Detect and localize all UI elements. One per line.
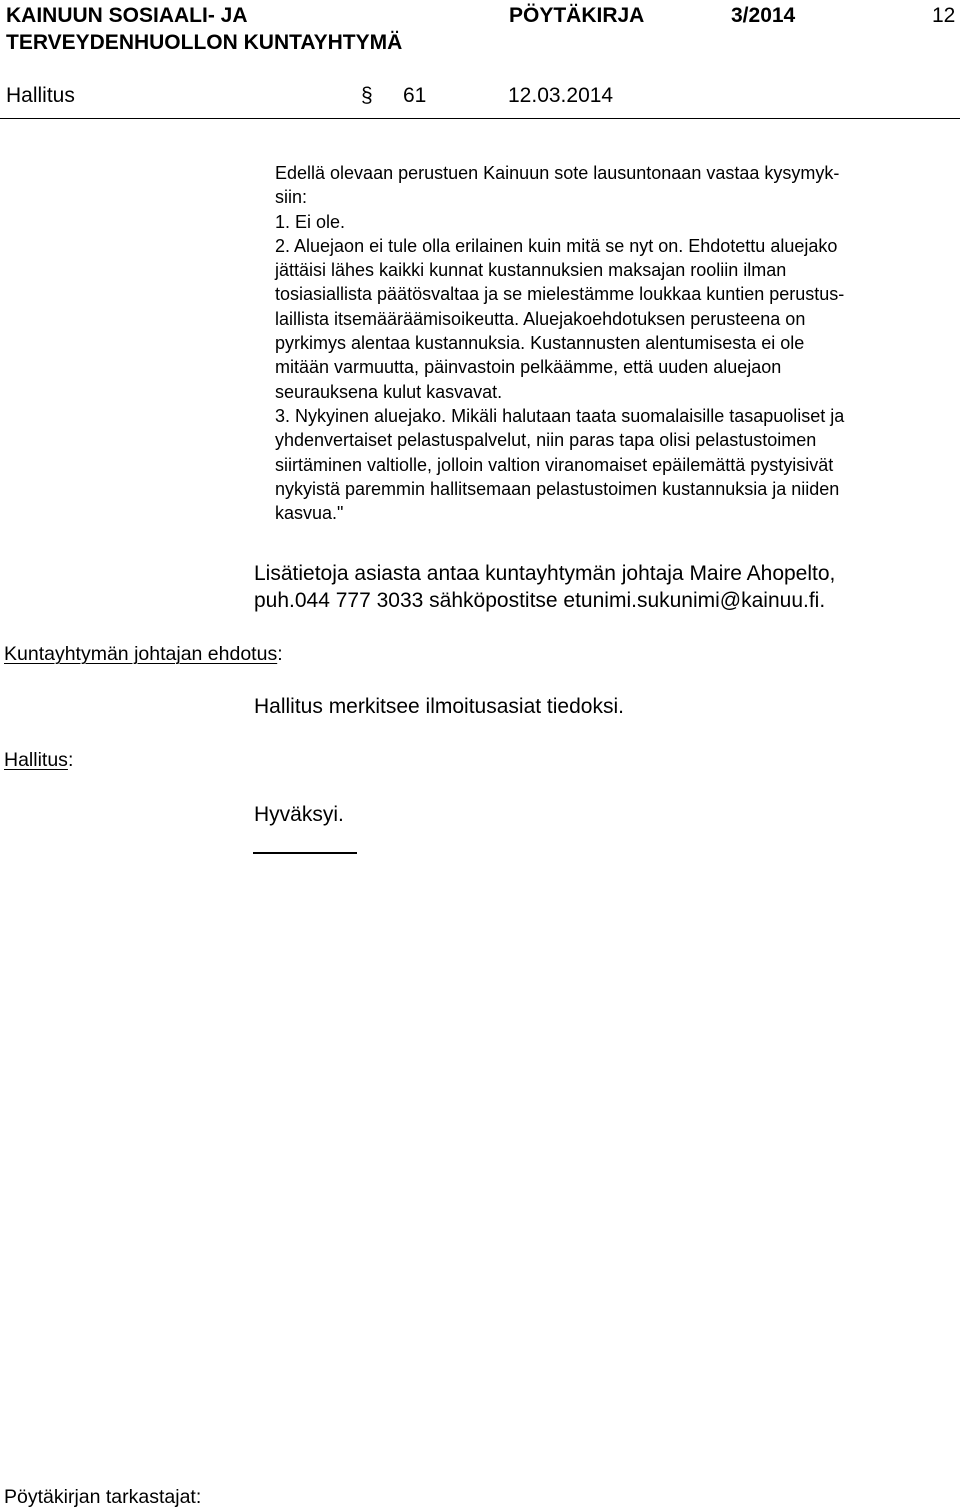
statement-line: tosiasiallista päätösvaltaa ja se mielestämme loukkaa kuntien perustus- <box>275 284 845 305</box>
section-number: 61 <box>403 84 427 107</box>
page-number: 12 <box>932 4 956 27</box>
statement-line: nykyistä paremmin hallitsemaan pelastustoimen kustannuksia ja niiden <box>275 478 840 499</box>
statement-line: 3. Nykyinen aluejako. Mikäli halutaan taata suomalaisille tasapuoliset ja <box>275 405 845 426</box>
proposal-label-colon: : <box>277 643 283 665</box>
statement-line: kasvua." <box>275 503 344 524</box>
end-rule <box>253 852 357 854</box>
proposal-text: Hallitus merkitsee ilmoitusasiat tiedoksi. <box>254 695 624 718</box>
statement-line: Edellä olevaan perustuen Kainuun sote lausuntonaan vastaa kysymyk- <box>275 163 840 183</box>
statement-line: siin: <box>275 187 308 208</box>
meeting-date: 12.03.2014 <box>508 84 614 107</box>
organization-name-line1: KAINUUN SOSIAALI- JA <box>6 4 248 27</box>
statement-line: yhdenvertaiset pelastuspalvelut, niin paras tapa olisi pelastustoimen <box>275 430 817 451</box>
decision-label <box>4 748 73 772</box>
statement-line: mitään varmuutta, päinvastoin pelkäämme, että uuden aluejaon <box>275 357 782 378</box>
statement-block <box>275 161 844 525</box>
statement-line: laillista itsemääräämisoikeutta. Aluejakoehdotuksen perusteena on <box>275 308 806 329</box>
statement-line: 1. Ei ole. <box>275 211 346 232</box>
statement-line: siirtäminen valtiolle, jolloin valtion viranomaiset epäilemättä pystyisivät <box>275 454 834 475</box>
proposal-label <box>4 642 283 666</box>
statement-line: seurauksena kulut kasvavat. <box>275 381 503 402</box>
decision-text: Hyväksyi. <box>254 803 344 826</box>
reviewers-label: Pöytäkirjan tarkastajat: <box>4 1486 202 1508</box>
document-number: 3/2014 <box>731 4 796 27</box>
meeting-body: Hallitus <box>6 84 75 107</box>
info-line-2: puh.044 777 3033 sähköpostitse etunimi.sukunimi@kainuu.fi. <box>254 589 826 612</box>
decision-label-text: Hallitus <box>4 749 68 771</box>
document-type: PÖYTÄKIRJA <box>509 4 645 27</box>
proposal-label-text: Kuntayhtymän johtajan ehdotus <box>4 643 278 665</box>
organization-name-line2: TERVEYDENHUOLLON KUNTAYHTYMÄ <box>6 31 403 54</box>
info-line-1: Lisätietoja asiasta antaa kuntayhtymän johtaja Maire Ahopelto, <box>254 562 836 585</box>
decision-label-colon: : <box>67 749 74 771</box>
statement-line: pyrkimys alentaa kustannuksia. Kustannusten alentumisesta ei ole <box>275 333 805 354</box>
header-divider <box>0 118 960 119</box>
section-symbol: § <box>361 84 373 107</box>
statement-line: 2. Aluejaon ei tule olla erilainen kuin mitä se nyt on. Ehdotettu aluejako <box>275 235 838 256</box>
statement-line: jättäisi lähes kaikki kunnat kustannuksien maksajan rooliin ilman <box>275 260 787 281</box>
